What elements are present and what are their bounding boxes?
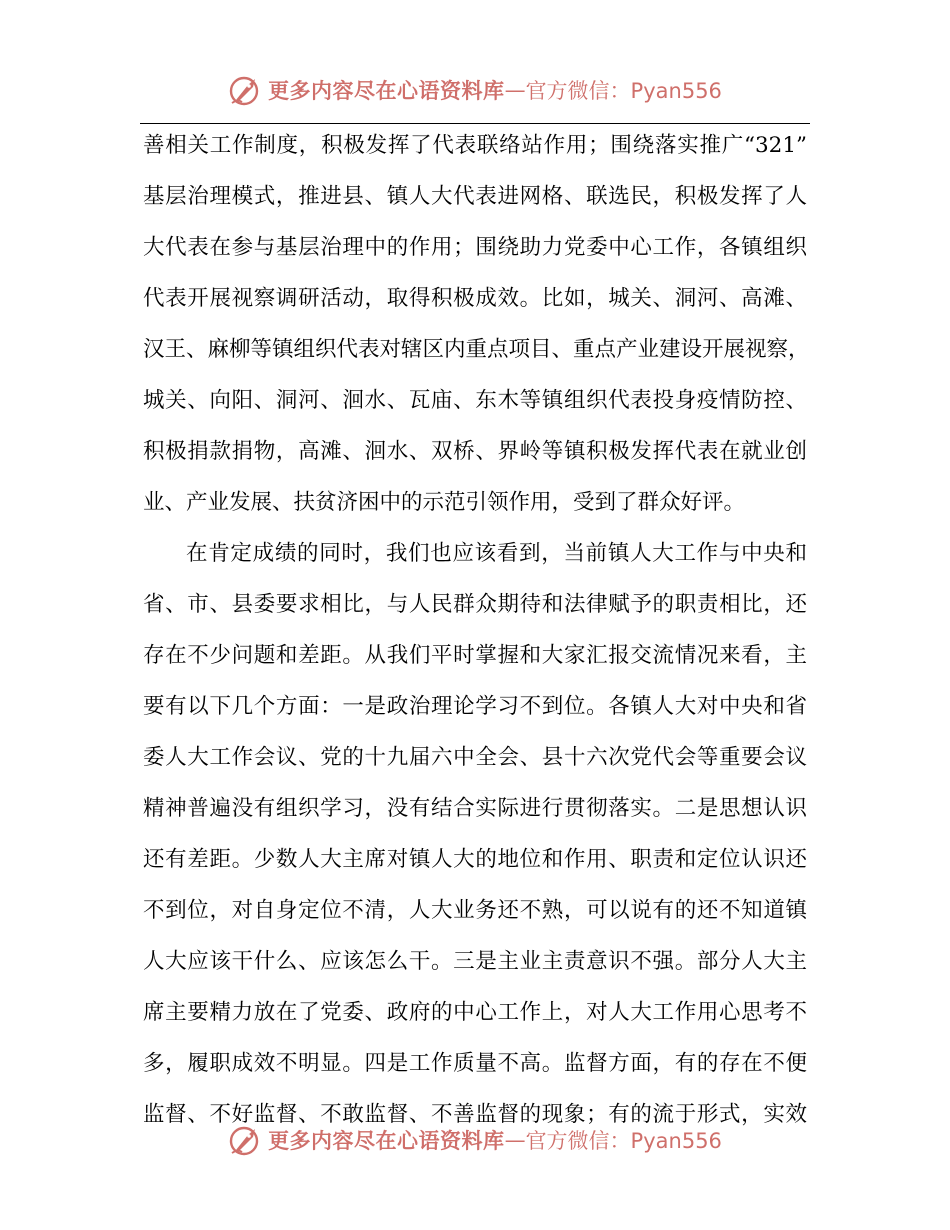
footer-banner [0,1118,950,1162]
text-line: 大代表在参与基层治理中的作用；围绕助力党委中心工作，各镇组织 [143,235,807,260]
text-line: 要有以下几个方面：一是政治理论学习不到位。各镇人大对中央和省 [143,694,807,719]
contact-info: 官方微信：Pyan556 [525,1129,722,1153]
paragraph-2 [143,528,807,1140]
text-line: 委人大工作会议、党的十九届六中全会、县十六次党代会等重要会议 [143,745,807,770]
banner-separator: — [504,1128,526,1152]
text-line: 城关、向阳、洞河、洄水、瓦庙、东木等镇组织代表投身疫情防控、 [143,388,807,413]
text-line: 不到位，对自身定位不清，人大业务还不熟，可以说有的还不知道镇 [143,898,807,923]
text-line: 省、市、县委要求相比，与人民群众期待和法律赋予的职责相比，还 [143,592,807,617]
text-line: 善相关工作制度，积极发挥了代表联络站作用；围绕落实推广“321” [143,133,807,158]
text-line: 监督、不好监督、不敢监督、不善监督的现象；有的流于形式，实效 [143,1102,807,1127]
text-line: 人大应该干什么、应该怎么干。三是主业主责意识不强。部分人大主 [143,949,807,974]
text-line: 存在不少问题和差距。从我们平时掌握和大家汇报交流情况来看，主 [143,643,807,668]
text-line: 基层治理模式，推进县、镇人大代表进网格、联选民，积极发挥了人 [143,184,807,209]
text-line: 还有差距。少数人大主席对镇人大的地位和作用、职责和定位认识还 [143,847,807,872]
text-line: 在肯定成绩的同时，我们也应该看到，当前镇人大工作与中央和 [186,541,807,566]
paragraph-1 [143,120,810,528]
text-line: 多，履职成效不明显。四是工作质量不高。监督方面，有的存在不便 [143,1051,807,1076]
contact-info: 官方微信：Pyan556 [525,79,722,103]
banner-separator: — [504,78,526,102]
document-body [143,120,810,1140]
header-banner [0,68,950,112]
text-line: 精神普遍没有组织学习，没有结合实际进行贯彻落实。二是思想认识 [143,796,807,821]
text-line: 积极捐款捐物，高滩、洄水、双桥、界岭等镇积极发挥代表在就业创 [143,439,807,464]
pen-nib-logo-icon [228,73,262,107]
brand-name: 更多内容尽在心语资料库 [268,79,505,103]
text-line: 业、产业发展、扶贫济困中的示范引领作用，受到了群众好评。 [143,490,746,515]
text-line: 席主要精力放在了党委、政府的中心工作上，对人大工作用心思考不 [143,1000,807,1025]
text-line: 汉王、麻柳等镇组织代表对辖区内重点项目、重点产业建设开展视察， [143,337,810,362]
pen-nib-logo-icon [228,1123,262,1157]
text-line: 代表开展视察调研活动，取得积极成效。比如，城关、洞河、高滩、 [143,286,807,311]
brand-name: 更多内容尽在心语资料库 [268,1129,505,1153]
